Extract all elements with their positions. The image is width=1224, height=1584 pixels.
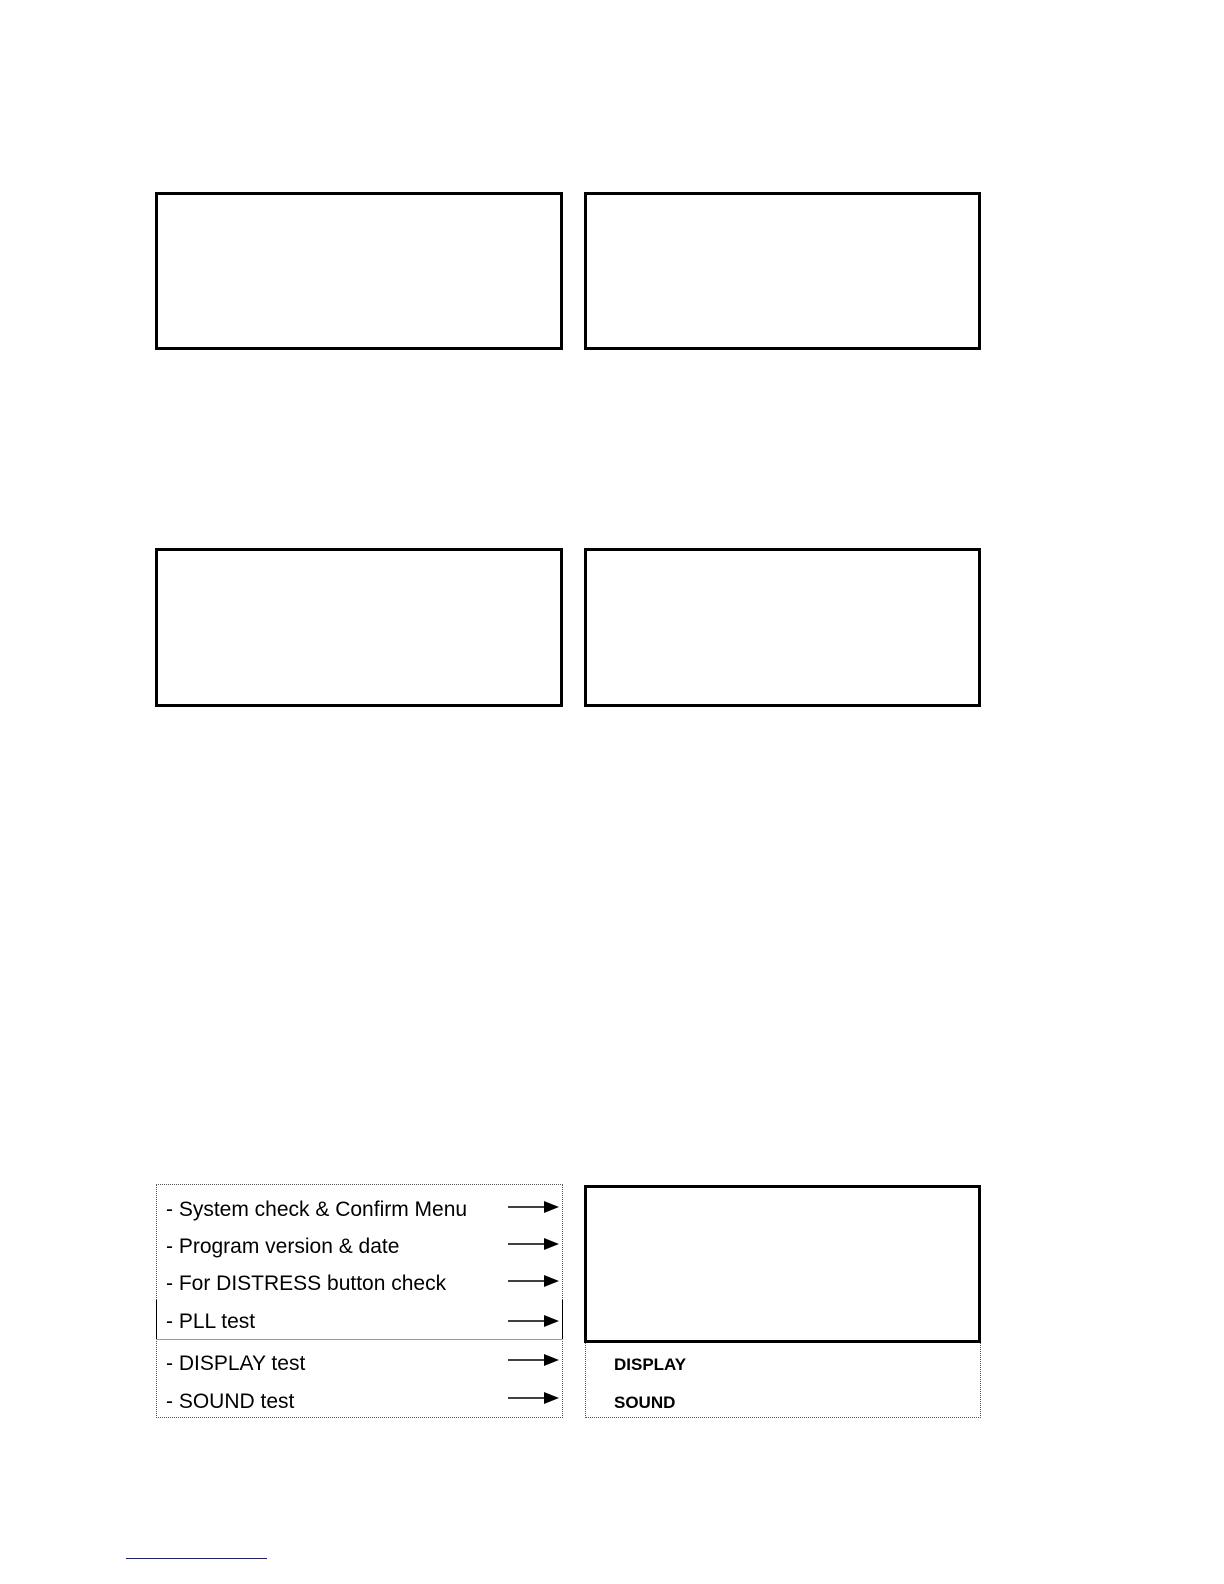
display-box-5 [584,1185,981,1343]
menu-panel-left-edge [156,1300,157,1340]
menu-item-program-version: - Program version & date [166,1235,400,1258]
display-box-2 [584,192,981,350]
display-box-4 [584,548,981,707]
screen-label-sound: SOUND [614,1393,676,1412]
arrow-right-icon [508,1199,560,1215]
menu-item-pll-test: - PLL test [166,1310,256,1333]
arrow-right-icon [508,1273,560,1289]
screen-label-display: DISPLAY [614,1355,687,1374]
menu-item-distress-check: - For DISTRESS button check [166,1272,447,1295]
menu-item-system-check: - System check & Confirm Menu [166,1198,468,1221]
arrow-right-icon [508,1390,560,1406]
arrow-right-icon [508,1236,560,1252]
menu-item-display-test: - DISPLAY test [166,1352,306,1375]
arrow-right-icon [508,1352,560,1368]
footer-rule [126,1558,267,1559]
menu-item-sound-test: - SOUND test [166,1390,295,1413]
display-box-3 [155,548,563,707]
menu-divider [156,1339,563,1340]
menu-panel-right-edge [562,1300,563,1340]
display-box-1 [155,192,563,350]
arrow-right-icon [508,1313,560,1329]
